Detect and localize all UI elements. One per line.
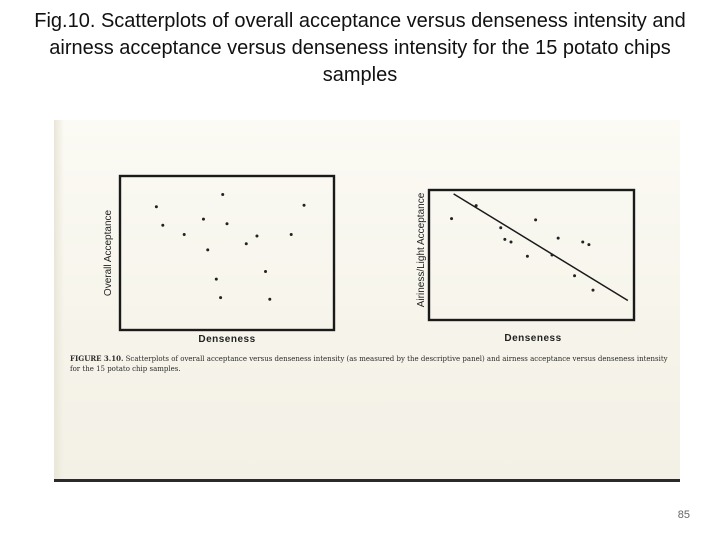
scatter-point — [510, 241, 513, 244]
x-axis-label-right: Denseness — [504, 333, 562, 344]
plot-frame-left — [120, 176, 334, 330]
scatter-point — [557, 237, 560, 240]
trend-line-right — [454, 194, 628, 301]
scatter-point — [290, 233, 293, 236]
scatter-point — [255, 235, 258, 238]
scatter-point — [587, 243, 590, 246]
x-axis-label-left: Denseness — [198, 334, 256, 345]
figure-caption-text: Scatterplots of overall acceptance versus denseness intensity (as measured by the descriptive panel) and airness acceptance versus denseness intensity for the 15 potato chip samples. — [70, 355, 668, 373]
slide-title: Fig.10. Scatterplots of overall acceptance versus denseness intensity and airness acceptance versus denseness intensity for the 15 potato chips samples — [34, 10, 686, 86]
scatter-point — [245, 242, 248, 245]
chart-right — [416, 190, 634, 344]
scatter-point — [215, 278, 218, 281]
scatter-point — [534, 218, 537, 221]
scatter-point — [202, 218, 205, 221]
scatter-point — [475, 204, 478, 207]
y-axis-label-right: Airiness/Light Acceptance — [416, 192, 427, 308]
scatter-point — [592, 289, 595, 292]
scatter-point — [226, 222, 229, 225]
points-left — [155, 193, 306, 301]
scatter-point — [219, 296, 222, 299]
scatter-point — [206, 248, 209, 251]
scatter-point — [503, 238, 506, 241]
y-axis-label-left: Overall Acceptance — [103, 209, 114, 297]
scatter-point — [450, 217, 453, 220]
figure-caption — [70, 354, 670, 374]
scatter-point — [268, 298, 271, 301]
scatter-point — [303, 204, 306, 207]
scatter-point — [183, 233, 186, 236]
plot-frame-right — [429, 190, 634, 320]
scatter-point — [551, 254, 554, 257]
points-right — [450, 204, 594, 292]
scatter-point — [581, 241, 584, 244]
scatter-point — [161, 224, 164, 227]
figure-caption-label: FIGURE 3.10. — [70, 354, 124, 363]
scatter-point — [526, 255, 529, 258]
scatter-point — [264, 270, 267, 273]
page-number: 85 — [677, 509, 690, 521]
chart-left — [103, 176, 334, 345]
scatter-point — [155, 205, 158, 208]
scatter-point — [573, 274, 576, 277]
scatter-point — [499, 226, 502, 229]
scatter-point — [221, 193, 224, 196]
